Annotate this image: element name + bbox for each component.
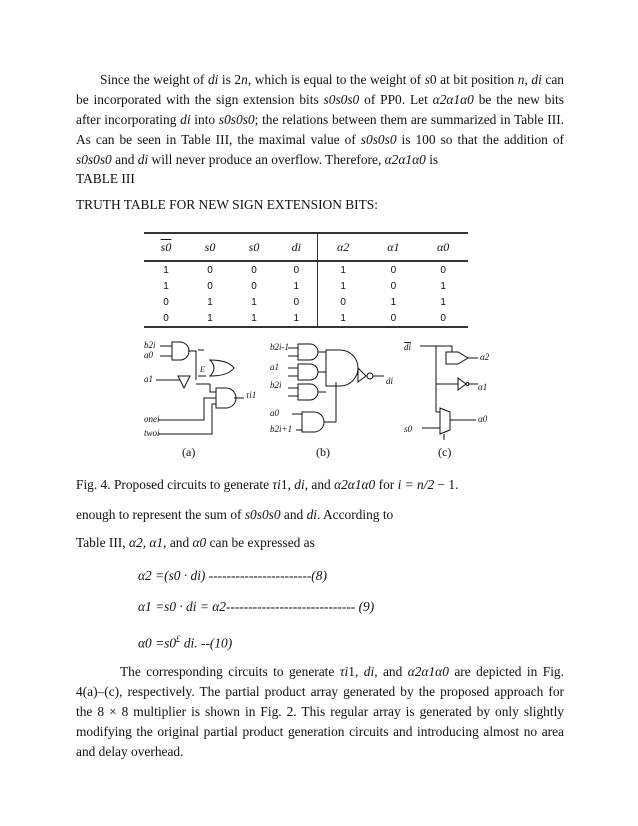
circuit-a-input-two: twoi [144,428,160,438]
table-cell: 0 [163,296,169,308]
text-table-ref: Table III, α2, α1, and α0 can be expressed as [76,535,315,550]
table-cell: 1 [188,310,232,327]
header-cell: α2 [317,233,368,261]
table-cell: 0 [207,280,213,292]
table-cell: 1 [293,280,300,292]
header-cell: di [276,233,317,261]
table-cell: 0 [251,280,257,292]
circuit-a-e-label: E [200,365,205,374]
table-cell: 0 [293,296,300,308]
circuit-c-output-a1: α1 [478,382,488,392]
table-cell: 0 [293,264,300,276]
header-cell: s0 [144,233,188,261]
table-cell: 0 [144,310,188,327]
circuit-b-output: di [386,376,394,386]
circuit-a-input-one: onei [144,414,160,424]
circuit-c-caption: (c) [438,445,452,459]
equation-9: α1 =s0 · di = α2----------------------------- (9) [138,599,375,614]
table-cell: 0 [440,264,446,276]
circuit-b-diagram [262,336,402,460]
table-cell: 0 [207,264,213,276]
table-header-row [144,233,468,261]
circuit-a-diagram [138,336,262,460]
table-cell: 0 [418,310,468,327]
circuit-b-input-5: b2i+1 [270,424,293,434]
circuit-b-input-3: b2i [270,380,282,390]
circuit-c-input-s0: s0 [404,424,413,434]
circuit-c-input-di: di [404,342,412,352]
circuit-c-output-a2: α2 [480,352,490,362]
circuit-a-output: τi1 [246,390,257,400]
table-cell: 1 [276,310,317,327]
circuit-b-input-1: b2i-1 [270,342,289,352]
table-cell: 1 [390,296,397,308]
table-row [144,310,468,327]
table-cell: 1 [317,278,368,294]
circuit-c-wires [420,346,478,440]
circuit-a-wires [156,342,244,434]
circuit-c-output-a0: α0 [478,414,488,424]
circuit-a-caption: (a) [182,445,196,459]
table-label: TABLE III [76,171,135,186]
table-title: TRUTH TABLE FOR NEW SIGN EXTENSION BITS: [76,197,378,212]
circuit-a-input-a0: a0 [144,350,153,360]
table-cell: 1 [207,296,213,308]
table-cell: 1 [440,280,446,292]
circuit-b-input-2: a1 [270,362,279,372]
equation-10: α0 =s0£ di. --(10) [138,634,233,651]
truth-table [144,232,468,328]
circuit-b-caption: (b) [316,445,330,459]
figure-caption: Fig. 4. Proposed circuits to generate τi1, di, and α2α1α0 for i = n/2 − 1. [76,477,459,492]
table-cell: 0 [317,294,368,310]
table-cell: 0 [390,280,397,292]
header-cell: α0 [418,233,468,261]
paragraph-conclusion: The corresponding circuits to generate τi1, di, and α2α1α0 are depicted in Fig. 4(a)–(c), respectively. The partial product array generated by the proposed approach for the 8 × 8 multiplier is shown in Fig. 2. This regular array is generated by only slightly modifying the original partial product generation circuits and introducing almost no area and delay overhead. [76,664,564,759]
paragraph-intro: Since the weight of di is 2n, which is equal to the weight of s0 at bit position n, di can be incorporated with the sign extension bits s0s0s0 of PP0. Let α2α1α0 be the new bits after incorporating di into s0s0s0; the relations between them are summarized in Table III. As can be seen in Table III, the maximal value of s0s0s0 is 100 so that the addition of s0s0s0 and di will never produce an overflow. Therefore, α2α1α0 is [76,72,565,167]
table-cell: 0 [390,264,397,276]
table-cell: 1 [317,310,368,327]
circuit-c-diagram [402,336,502,460]
table-cell: 1 [251,296,257,308]
circuit-a-input-a1: a1 [144,374,153,384]
header-cell: α1 [369,233,419,261]
table-cell: 1 [232,310,276,327]
circuit-b-wires [288,344,384,432]
table-cell: 0 [369,310,419,327]
circuit-b-input-4: a0 [270,408,279,418]
equation-8: α2 =(s0 · di) -----------------------(8) [138,568,327,583]
table-cell: 1 [317,261,368,278]
header-cell: s0 [232,233,276,261]
table-row [144,294,468,310]
xor-symbol: £ [176,634,181,644]
table-cell: 1 [163,280,169,292]
header-cell: s0 [188,233,232,261]
table-cell: 0 [251,264,257,276]
table-row [144,261,468,278]
table-cell: 1 [163,264,169,276]
text-enough: enough to represent the sum of s0s0s0 and di. According to [76,507,394,522]
table-row [144,278,468,294]
table-cell: 1 [440,296,446,308]
circuit-a-input-b2i: b2i [144,340,156,350]
